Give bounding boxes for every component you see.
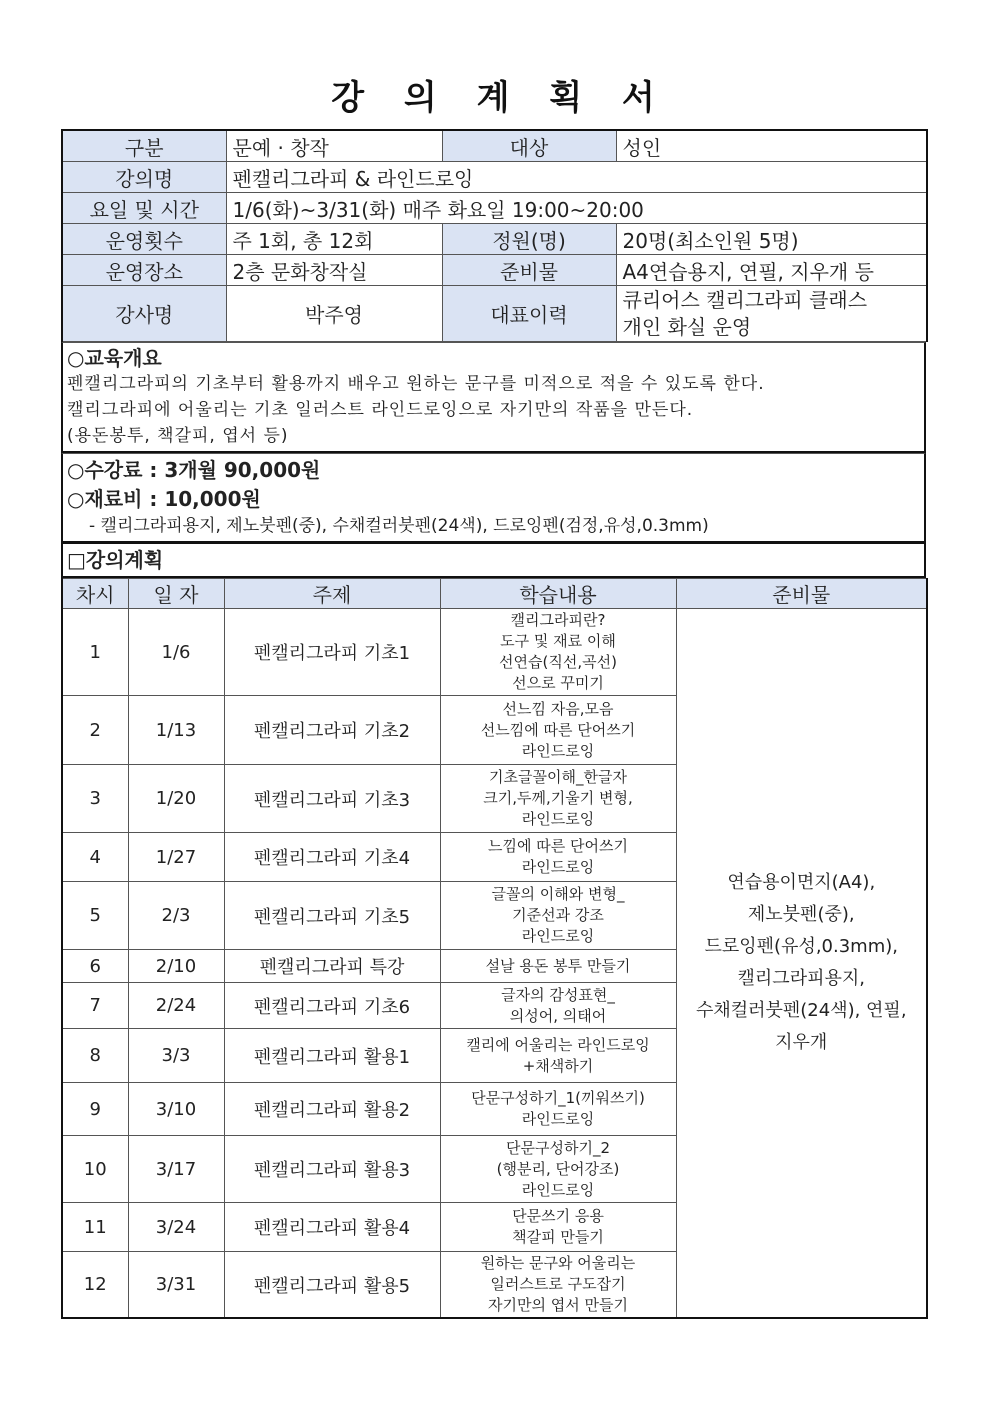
location-label: 운영장소 bbox=[62, 255, 226, 286]
content-line: 선으로 꾸미기 bbox=[512, 674, 604, 692]
overview-line: 펜캘리그라피의 기초부터 활용까지 배우고 원하는 문구를 미적으로 적을 수 있도록 한다. bbox=[67, 374, 765, 394]
content-line: 라인드로잉 bbox=[521, 858, 595, 876]
session-date: 3/17 bbox=[128, 1136, 224, 1203]
content-line: 원하는 문구와 어울리는 bbox=[480, 1254, 636, 1272]
category-value: 문예 · 창작 bbox=[226, 130, 442, 162]
session-content bbox=[440, 696, 676, 765]
location-value: 2층 문화창작실 bbox=[226, 255, 442, 286]
supplies-value: A4연습용지, 연필, 지우개 등 bbox=[616, 255, 927, 286]
materials-line: 수채컬러붓펜(24색), 연필, bbox=[695, 1000, 907, 1021]
session-date: 2/3 bbox=[128, 882, 224, 950]
content-line: 캘리그라피란? bbox=[510, 611, 606, 629]
session-number: 8 bbox=[62, 1029, 128, 1083]
content-line: (행분리, 단어강조) bbox=[496, 1159, 620, 1178]
session-date: 3/24 bbox=[128, 1203, 224, 1252]
course-name-value: 펜캘리그라피 & 라인드로잉 bbox=[226, 162, 927, 193]
content-line: 선연습(직선,곡선) bbox=[499, 653, 617, 671]
column-header-topic: 주제 bbox=[224, 579, 440, 609]
materials-line: 제노붓펜(중), bbox=[747, 904, 855, 925]
session-date: 1/6 bbox=[128, 609, 224, 696]
content-line: 선느낌에 따른 단어쓰기 bbox=[480, 720, 636, 739]
session-content bbox=[440, 983, 676, 1029]
session-topic: 펜캘리그라피 기초5 bbox=[224, 882, 440, 950]
session-number: 1 bbox=[62, 609, 128, 696]
career-value bbox=[616, 286, 927, 342]
schedule-label: 요일 및 시간 bbox=[62, 193, 226, 224]
content-line: 라인드로잉 bbox=[521, 1110, 595, 1128]
session-number: 7 bbox=[62, 983, 128, 1029]
session-number: 11 bbox=[62, 1203, 128, 1252]
course-info-table bbox=[61, 129, 928, 342]
session-content bbox=[440, 1136, 676, 1203]
content-line: 선느낌 자음,모음 bbox=[502, 699, 614, 718]
materials-line: 드로잉펜(유성,0.3mm), bbox=[704, 936, 898, 957]
session-content bbox=[440, 882, 676, 950]
column-header-session: 차시 bbox=[62, 579, 128, 609]
session-topic: 펜캘리그라피 기초3 bbox=[224, 765, 440, 833]
info-row-location bbox=[62, 255, 927, 286]
target-label: 대상 bbox=[442, 130, 616, 162]
session-date: 1/27 bbox=[128, 833, 224, 882]
content-line: 의성어, 의태어 bbox=[509, 1006, 607, 1025]
session-number: 12 bbox=[62, 1252, 128, 1319]
plan-heading: □강의계획 bbox=[61, 542, 926, 578]
content-line: 글꼴의 이해와 변형_ bbox=[491, 885, 625, 903]
content-line: +채색하기 bbox=[522, 1056, 594, 1075]
column-header-materials: 준비물 bbox=[676, 579, 927, 609]
materials-cell bbox=[676, 609, 927, 1319]
session-topic: 펜캘리그라피 특강 bbox=[224, 950, 440, 983]
session-date: 2/10 bbox=[128, 950, 224, 983]
document-title: 강 의 계 획 서 bbox=[331, 78, 669, 118]
content-line: 도구 및 재료 이해 bbox=[500, 632, 616, 650]
capacity-value: 20명(최소인원 5명) bbox=[616, 224, 927, 255]
info-row-instructor bbox=[62, 286, 927, 342]
column-header-content: 학습내용 bbox=[440, 579, 676, 609]
overview-section bbox=[61, 342, 926, 453]
session-content bbox=[440, 609, 676, 696]
career-line: 큐리어스 캘리그라피 클래스 bbox=[622, 287, 868, 312]
content-line: 단문쓰기 응용 bbox=[512, 1207, 604, 1225]
supplies-label: 준비물 bbox=[442, 255, 616, 286]
session-topic: 펜캘리그라피 기초6 bbox=[224, 983, 440, 1029]
instructor-label: 강사명 bbox=[62, 286, 226, 342]
sessions-value: 주 1회, 총 12회 bbox=[226, 224, 442, 255]
materials-fee: ○재료비 : 10,000원 bbox=[67, 487, 261, 511]
content-line: 일러스트로 구도잡기 bbox=[490, 1275, 626, 1293]
content-line: 라인드로잉 bbox=[521, 927, 595, 945]
session-date: 3/10 bbox=[128, 1083, 224, 1136]
career-line: 개인 화실 운영 bbox=[622, 314, 752, 339]
session-topic: 펜캘리그라피 활용4 bbox=[224, 1203, 440, 1252]
session-date: 1/13 bbox=[128, 696, 224, 765]
session-topic: 펜캘리그라피 활용3 bbox=[224, 1136, 440, 1203]
session-content bbox=[440, 1203, 676, 1252]
session-content bbox=[440, 765, 676, 833]
session-topic: 펜캘리그라피 기초2 bbox=[224, 696, 440, 765]
materials-line: 지우개 bbox=[775, 1032, 828, 1053]
content-line: 크기,두께,기울기 변형, bbox=[483, 789, 633, 807]
plan-header-row bbox=[62, 579, 927, 609]
session-content bbox=[440, 833, 676, 882]
content-line: 설날 용돈 봉투 만들기 bbox=[485, 956, 631, 975]
content-line: 자기만의 엽서 만들기 bbox=[488, 1296, 628, 1314]
session-date: 1/20 bbox=[128, 765, 224, 833]
overview-line: 캘리그라피에 어울리는 기초 일러스트 라인드로잉으로 자기만의 작품을 만든다. bbox=[67, 400, 694, 420]
session-topic: 펜캘리그라피 활용5 bbox=[224, 1252, 440, 1319]
column-header-date: 일 자 bbox=[128, 579, 224, 609]
content-line: 라인드로잉 bbox=[521, 1180, 595, 1199]
content-line: 캘리에 어울리는 라인드로잉 bbox=[466, 1035, 650, 1054]
lecture-plan-sheet bbox=[61, 129, 926, 1319]
content-line: 기초글꼴이해_한글자 bbox=[489, 768, 627, 786]
session-content bbox=[440, 1252, 676, 1319]
content-line: 글자의 감성표현_ bbox=[501, 985, 615, 1004]
fees-section bbox=[61, 453, 926, 543]
overview-heading: ○교육개요 bbox=[67, 346, 162, 370]
materials-line: 캘리그라피용지, bbox=[737, 968, 865, 989]
session-content bbox=[440, 1083, 676, 1136]
session-topic: 펜캘리그라피 기초1 bbox=[224, 609, 440, 696]
session-number: 9 bbox=[62, 1083, 128, 1136]
session-number: 6 bbox=[62, 950, 128, 983]
content-line: 단문구성하기_2 bbox=[506, 1138, 610, 1157]
session-date: 3/3 bbox=[128, 1029, 224, 1083]
materials-line: 연습용이면지(A4), bbox=[727, 872, 876, 893]
capacity-label: 정원(명) bbox=[442, 224, 616, 255]
session-content bbox=[440, 1029, 676, 1083]
overview-line: (용돈봉투, 책갈피, 엽서 등) bbox=[67, 426, 289, 446]
info-row-course-name bbox=[62, 162, 927, 193]
session-date: 3/31 bbox=[128, 1252, 224, 1319]
session-number: 10 bbox=[62, 1136, 128, 1203]
lecture-plan-table bbox=[61, 578, 928, 1319]
instructor-value: 박주영 bbox=[226, 286, 442, 342]
session-number: 3 bbox=[62, 765, 128, 833]
content-line: 라인드로잉 bbox=[521, 810, 595, 828]
session-topic: 펜캘리그라피 기초4 bbox=[224, 833, 440, 882]
session-date: 2/24 bbox=[128, 983, 224, 1029]
session-number: 4 bbox=[62, 833, 128, 882]
sessions-label: 운영횟수 bbox=[62, 224, 226, 255]
content-line: 느낌에 따른 단어쓰기 bbox=[488, 837, 628, 855]
info-row-category bbox=[62, 130, 927, 162]
career-label: 대표이력 bbox=[442, 286, 616, 342]
course-name-label: 강의명 bbox=[62, 162, 226, 193]
session-topic: 펜캘리그라피 활용1 bbox=[224, 1029, 440, 1083]
materials-detail: - 캘리그라피용지, 제노붓펜(중), 수채컬러붓펜(24색), 드로잉펜(검정,유성,0.3mm) bbox=[89, 516, 709, 536]
session-number: 2 bbox=[62, 696, 128, 765]
content-line: 책갈피 만들기 bbox=[512, 1228, 604, 1246]
category-label: 구분 bbox=[62, 130, 226, 162]
target-value: 성인 bbox=[616, 130, 927, 162]
session-content bbox=[440, 950, 676, 983]
content-line: 단문구성하기_1(끼워쓰기) bbox=[471, 1089, 645, 1107]
info-row-schedule bbox=[62, 193, 927, 224]
content-line: 기준선과 강조 bbox=[512, 906, 604, 924]
tuition-fee: ○수강료 : 3개월 90,000원 bbox=[67, 458, 321, 482]
content-line: 라인드로잉 bbox=[521, 741, 595, 760]
info-row-sessions bbox=[62, 224, 927, 255]
session-topic: 펜캘리그라피 활용2 bbox=[224, 1083, 440, 1136]
table-row bbox=[62, 609, 927, 696]
session-number: 5 bbox=[62, 882, 128, 950]
schedule-value: 1/6(화)~3/31(화) 매주 화요일 19:00~20:00 bbox=[226, 193, 927, 224]
